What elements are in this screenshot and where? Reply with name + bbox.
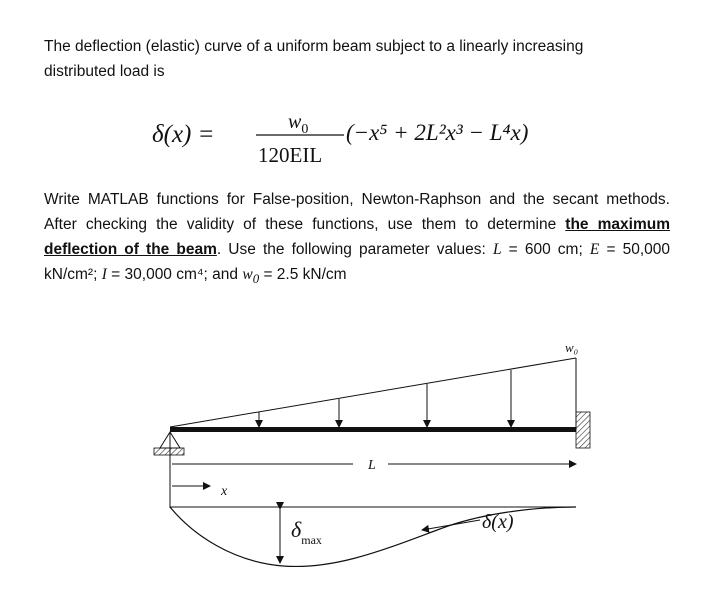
param-L-value: = 600 cm; (501, 241, 583, 258)
equation-numerator-sub: 0 (301, 122, 309, 137)
param-w-value: = 2.5 kN/cm (259, 266, 347, 283)
param-I-symbol: I (101, 266, 107, 283)
task-text (44, 187, 670, 291)
task-part-1: Write MATLAB functions for False-position, Newton-Raphson and the secant methods. After checking the validity of these functions, use them to determine (44, 191, 670, 233)
w0-label: w₀ (565, 340, 579, 355)
delta-x-leader (422, 520, 480, 530)
intro-line-1: The deflection (elastic) curve of a uniform beam subject to a linearly increasing (44, 38, 584, 55)
equation-rhs: (−x⁵ + 2L²x³ − L⁴x) (346, 120, 529, 145)
delta-max-subscript: max (301, 533, 322, 547)
delta-max-symbol: δ (291, 517, 302, 542)
fixed-support (576, 412, 590, 448)
delta-max-label (291, 517, 322, 547)
param-w-symbol: w (242, 266, 253, 283)
dimension-L-label: L (368, 458, 376, 473)
pin-support (154, 432, 184, 455)
x-label: x (221, 484, 228, 499)
beam (170, 427, 576, 432)
deflection-equation (150, 100, 590, 180)
deflection-curve (170, 507, 576, 566)
delta-x-label: δ(x) (482, 511, 514, 533)
param-E-symbol: E (589, 241, 600, 258)
equation-numerator (288, 111, 308, 137)
load-arrows (259, 370, 511, 427)
equation-lhs: δ(x) = (152, 121, 215, 148)
param-L-symbol: L (492, 241, 502, 258)
equation-numerator-w: w (288, 111, 302, 133)
beam-diagram (148, 330, 608, 590)
intro-line-2: distributed load is (44, 63, 165, 80)
equation-denominator: 120EIL (258, 143, 323, 167)
param-E-value: = 50,000 kN/cm²; (44, 241, 670, 283)
task-part-2: . Use the following parameter values: (216, 241, 493, 258)
param-I-value: = 30,000 cm⁴; and (106, 266, 243, 283)
param-w-subscript: 0 (252, 271, 260, 287)
load-slope-line (170, 358, 576, 427)
task-emphasis: the maximum deflection of the beam (44, 216, 670, 258)
intro-text (44, 34, 670, 84)
